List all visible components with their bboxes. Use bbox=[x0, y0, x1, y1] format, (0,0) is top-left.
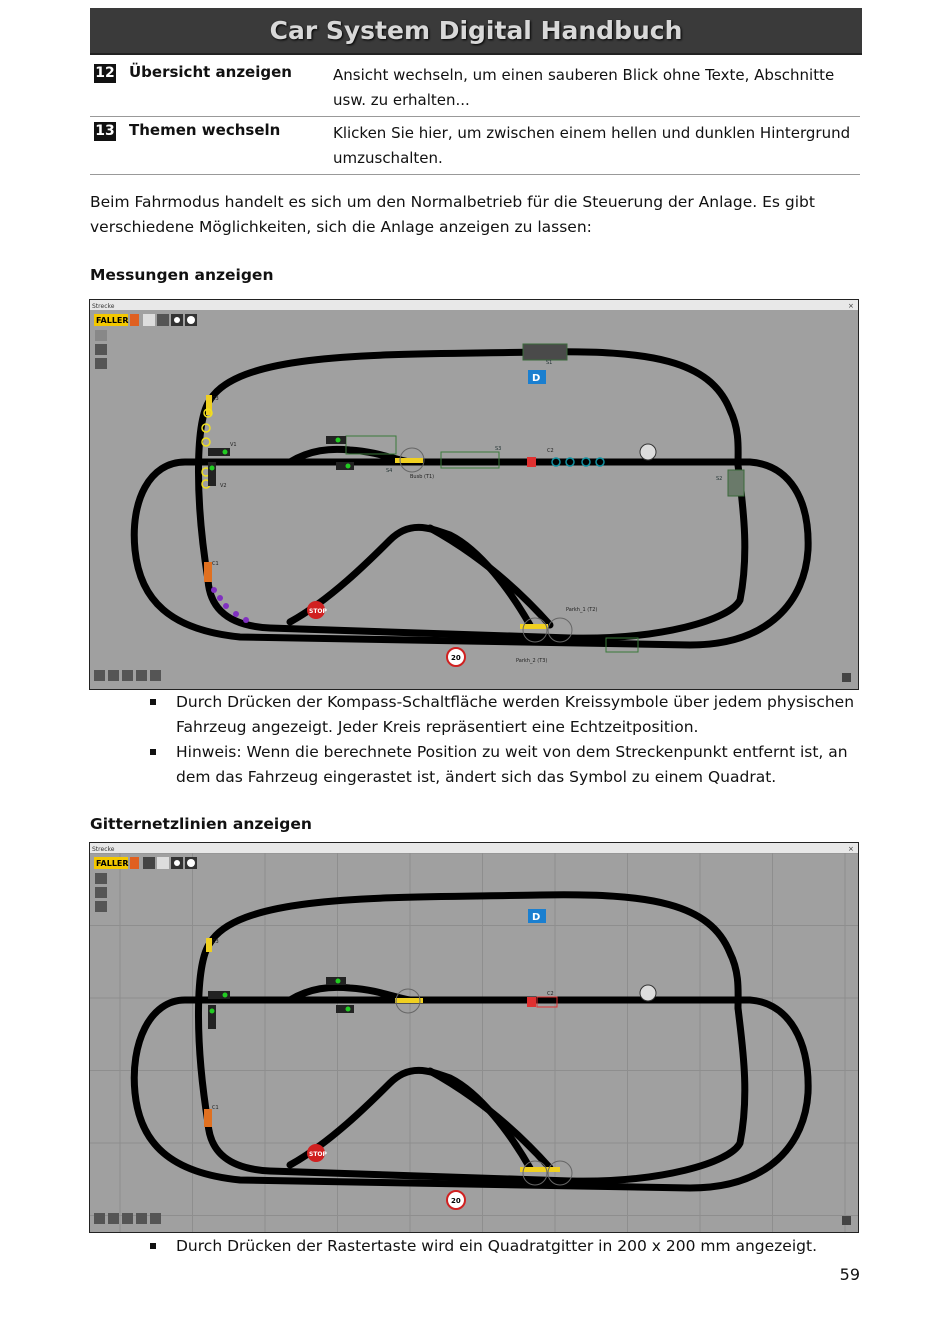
label-c1: C1 bbox=[212, 1105, 219, 1111]
table-row bbox=[90, 60, 860, 117]
traffic-light-icon[interactable] bbox=[336, 462, 354, 470]
fit-view-icon[interactable] bbox=[122, 670, 133, 681]
measure-icon[interactable] bbox=[143, 314, 155, 326]
color-icon[interactable] bbox=[130, 314, 139, 326]
label-c3: C3 bbox=[212, 939, 219, 945]
color-icon[interactable] bbox=[130, 857, 139, 869]
faller-logo-text: FALLER bbox=[96, 859, 129, 868]
row-description: Ansicht wechseln, um einen sauberen Blick ohne Texte, Abschnitte usw. zu erhalten... bbox=[333, 66, 835, 109]
label-c2: C2 bbox=[547, 991, 554, 997]
vehicle-marker[interactable] bbox=[395, 998, 423, 1003]
expand-icon[interactable] bbox=[842, 673, 851, 682]
row-description: Klicken Sie hier, um zwischen einem hellen und dunklen Hintergrund umzuschalten. bbox=[333, 124, 851, 167]
no-entry-sign-icon[interactable] bbox=[640, 985, 656, 1001]
route-icon[interactable] bbox=[95, 344, 107, 355]
light-icon[interactable] bbox=[150, 670, 161, 681]
no-entry-sign-icon[interactable] bbox=[640, 444, 656, 460]
traffic-light-icon[interactable] bbox=[326, 977, 346, 985]
track-screenshot-measurements bbox=[89, 299, 859, 690]
speed-limit-text: 20 bbox=[451, 1197, 461, 1205]
label-c1: C1 bbox=[212, 561, 219, 567]
zoom-out-icon[interactable] bbox=[108, 1213, 119, 1224]
track-screenshot-grid bbox=[89, 842, 859, 1233]
window-close-icon[interactable]: × bbox=[848, 845, 854, 853]
label-s3: S3 bbox=[495, 446, 502, 452]
tools-icon[interactable] bbox=[95, 901, 107, 912]
label-s1: S1 bbox=[546, 360, 553, 366]
bullet-item: Durch Drücken der Kompass-Schaltfläche werden Kreissymbole über jedem physischen Fahrzeug angezeigt. Jeder Kreis repräsentiert eine Echtzeitposition. bbox=[148, 690, 864, 740]
faller-logo-text: FALLER bbox=[96, 316, 129, 325]
row-term: Themen wechseln bbox=[129, 121, 281, 139]
window-close-icon[interactable]: × bbox=[848, 302, 854, 310]
label-busb: Busb (T1) bbox=[410, 474, 435, 480]
expand-icon[interactable] bbox=[842, 1216, 851, 1225]
section-s1[interactable] bbox=[523, 344, 567, 360]
label-c2: C2 bbox=[547, 448, 554, 454]
bullet-item: Durch Drücken der Rastertaste wird ein Quadratgitter in 200 x 200 mm angezeigt. bbox=[148, 1234, 864, 1259]
page-icon[interactable] bbox=[136, 670, 147, 681]
zoom-out-icon[interactable] bbox=[108, 670, 119, 681]
traffic-light-icon[interactable] bbox=[208, 991, 230, 999]
measure-icon[interactable] bbox=[143, 857, 155, 869]
compass-icon[interactable] bbox=[95, 330, 107, 341]
speed-limit-text: 20 bbox=[451, 654, 461, 662]
window-title: Strecke bbox=[92, 846, 115, 853]
compass-icon[interactable] bbox=[95, 873, 107, 884]
label-parkh1: Parkh_1 (T2) bbox=[566, 607, 598, 613]
destination-letter: D bbox=[532, 912, 541, 923]
section-s2[interactable] bbox=[728, 470, 744, 496]
vehicle-marker[interactable] bbox=[520, 1167, 560, 1172]
page-number: 59 bbox=[839, 1265, 860, 1284]
destination-letter: D bbox=[532, 373, 541, 384]
document-title: Car System Digital Handbuch bbox=[269, 16, 683, 45]
fit-view-icon[interactable] bbox=[122, 1213, 133, 1224]
label-s2: S2 bbox=[716, 476, 723, 482]
stop-sign-text: STOP bbox=[309, 1151, 327, 1158]
traffic-light-icon[interactable] bbox=[208, 1005, 216, 1029]
section-heading-grid: Gitternetzlinien anzeigen bbox=[90, 815, 312, 833]
zoom-in-icon[interactable] bbox=[94, 1213, 105, 1224]
traffic-light-icon[interactable] bbox=[336, 1005, 354, 1013]
stop-block-icon[interactable] bbox=[527, 457, 536, 467]
label-c3: C3 bbox=[212, 396, 219, 402]
grid-icon[interactable] bbox=[157, 314, 169, 326]
traffic-light-icon[interactable] bbox=[208, 462, 216, 486]
route-icon[interactable] bbox=[95, 887, 107, 898]
label-parkh2: Parkh_2 (T3) bbox=[516, 658, 548, 664]
label-v1: V1 bbox=[230, 442, 237, 448]
traffic-light-icon[interactable] bbox=[326, 436, 346, 444]
label-v2: V2 bbox=[220, 483, 227, 489]
bullet-list-grid bbox=[148, 1234, 864, 1259]
bullet-item: Hinweis: Wenn die berechnete Position zu weit von dem Streckenpunkt entfernt ist, an dem das Fahrzeug eingerastet ist, ändert sich das Symbol zu einem Quadrat. bbox=[148, 740, 864, 790]
label-s4: S4 bbox=[386, 468, 393, 474]
row-term: Übersicht anzeigen bbox=[129, 63, 292, 81]
light-icon[interactable] bbox=[150, 1213, 161, 1224]
stop-block-icon[interactable] bbox=[527, 997, 536, 1007]
document-header bbox=[90, 8, 862, 55]
grid-icon[interactable] bbox=[157, 857, 169, 869]
row-number-badge: 13 bbox=[95, 123, 115, 139]
bus-vehicle[interactable] bbox=[204, 1109, 212, 1127]
window-title: Strecke bbox=[92, 303, 115, 310]
traffic-light-icon[interactable] bbox=[208, 448, 230, 456]
tools-icon[interactable] bbox=[95, 358, 107, 369]
table-row bbox=[90, 118, 860, 175]
bullet-list-measurements bbox=[148, 690, 864, 790]
vehicle-marker[interactable] bbox=[395, 458, 423, 463]
page-icon[interactable] bbox=[136, 1213, 147, 1224]
zoom-in-icon[interactable] bbox=[94, 670, 105, 681]
intro-paragraph: Beim Fahrmodus handelt es sich um den Normalbetrieb für die Steuerung der Anlage. Es gibt verschiedene Möglichkeiten, sich die Anlage anzeigen zu lassen: bbox=[90, 193, 815, 236]
stop-sign-text: STOP bbox=[309, 608, 327, 615]
section-heading-measurements: Messungen anzeigen bbox=[90, 266, 274, 284]
row-number-badge: 12 bbox=[95, 65, 115, 81]
